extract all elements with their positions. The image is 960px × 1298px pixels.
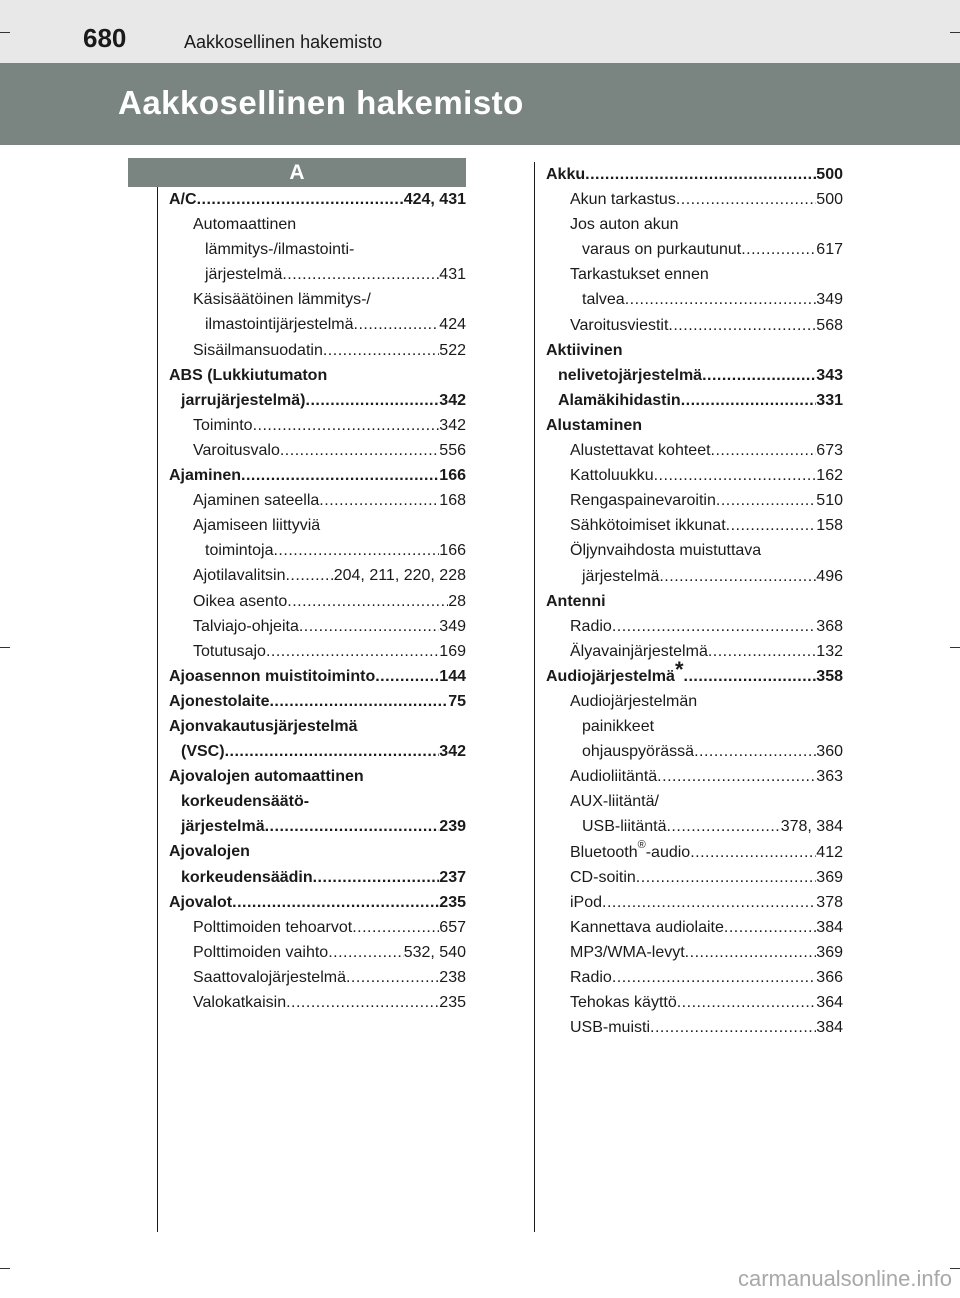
entry-term: Audiojärjestelmän	[570, 692, 698, 710]
index-entry	[169, 538, 466, 563]
index-entry	[169, 614, 466, 639]
index-entry	[169, 287, 466, 312]
index-entry	[546, 262, 843, 287]
entry-term: Bluetooth®-audio	[570, 839, 691, 861]
entry-page-ref: 342	[439, 416, 466, 434]
index-entry	[169, 262, 466, 287]
index-entry	[169, 664, 466, 689]
index-entry	[546, 764, 843, 789]
dot-leader	[716, 488, 816, 513]
crop-mark	[0, 1268, 10, 1269]
entry-term: A/C	[169, 191, 197, 208]
index-column-left	[169, 187, 466, 1015]
index-entry	[169, 639, 466, 664]
entry-page-ref: 342	[439, 743, 466, 761]
dot-leader	[702, 363, 816, 388]
index-entry	[169, 915, 466, 940]
dot-leader	[197, 187, 404, 212]
index-column-right	[546, 162, 843, 1040]
index-entry	[546, 438, 843, 463]
dot-leader	[741, 237, 816, 262]
index-entry	[546, 162, 843, 187]
crop-mark	[0, 647, 10, 648]
entry-term: lämmitys-/ilmastointi-	[205, 241, 355, 259]
dot-leader	[685, 940, 817, 965]
dot-leader	[690, 840, 816, 865]
entry-page-ref: 617	[816, 241, 843, 259]
dot-leader	[726, 513, 817, 538]
entry-term: Jos auton akun	[570, 216, 679, 234]
index-entry	[546, 538, 843, 563]
entry-page-ref: 144	[439, 667, 466, 685]
entry-page-ref: 343	[816, 366, 843, 384]
entry-term: Kattoluukku	[570, 467, 654, 485]
entry-page-ref: 369	[816, 943, 843, 961]
entry-term: jarrujärjestelmä)	[181, 391, 306, 409]
index-entry	[169, 689, 466, 714]
entry-page-ref: 235	[439, 994, 466, 1011]
entry-page-ref: 384	[816, 918, 843, 936]
index-entry	[546, 564, 843, 589]
entry-term: Audiojärjestelmä*	[546, 656, 684, 685]
entry-term: Akun tarkastus	[570, 191, 676, 209]
dot-leader	[711, 438, 817, 463]
entry-term: ilmastointijärjestelmä	[205, 316, 354, 334]
dot-leader	[636, 865, 817, 890]
entry-term: nelivetojärjestelmä	[558, 366, 703, 384]
index-entry	[169, 212, 466, 237]
index-entry	[169, 890, 466, 915]
index-entry	[169, 865, 466, 890]
page-title: Aakkosellinen hakemisto	[118, 84, 524, 121]
index-entry	[169, 940, 466, 965]
section-letter: A	[128, 158, 466, 187]
index-entry	[546, 363, 843, 388]
entry-page-ref: 424	[439, 316, 466, 334]
dot-leader	[654, 463, 817, 488]
dot-leader	[306, 388, 440, 413]
entry-page-ref: 657	[439, 918, 466, 936]
dot-leader	[668, 313, 816, 338]
index-entry	[546, 187, 843, 212]
entry-term: AUX-liitäntä/	[570, 793, 659, 811]
dot-leader	[676, 187, 816, 212]
index-entry	[546, 488, 843, 513]
dot-leader	[232, 890, 439, 915]
index-entry	[546, 388, 843, 413]
entry-page-ref: 238	[439, 968, 466, 986]
entry-page-ref: 168	[439, 492, 466, 510]
entry-page-ref: 204, 211, 220, 228	[333, 567, 466, 585]
index-entry	[169, 839, 466, 864]
entry-page-ref: 368	[816, 617, 843, 635]
entry-term: Saattovalojärjestelmä	[193, 968, 346, 986]
index-entry	[546, 463, 843, 488]
entry-term: painikkeet	[582, 718, 655, 736]
entry-term: Audioliitäntä	[570, 768, 658, 786]
entry-term: CD-soitin	[570, 868, 636, 886]
entry-page-ref: 424, 431	[403, 191, 466, 208]
entry-term: varaus on purkautunut	[582, 241, 742, 259]
dot-leader	[269, 689, 448, 714]
index-entry	[169, 814, 466, 839]
entry-page-ref: 510	[816, 492, 843, 510]
index-entry	[546, 313, 843, 338]
index-entry	[546, 890, 843, 915]
dot-leader	[285, 563, 333, 588]
dot-leader	[694, 739, 816, 764]
entry-term: korkeudensäädin	[181, 868, 313, 886]
entry-term: Ajonestolaite	[169, 692, 270, 710]
running-title: Aakkosellinen hakemisto	[184, 32, 383, 52]
index-entry	[546, 739, 843, 764]
entry-term: Varoitusvalo	[193, 441, 280, 459]
index-entry	[169, 589, 466, 614]
entry-page-ref: 349	[439, 617, 466, 635]
index-entry	[546, 814, 843, 839]
entry-page-ref: 169	[439, 642, 466, 660]
index-entry	[169, 488, 466, 513]
dot-leader	[225, 739, 440, 764]
crop-mark	[950, 32, 960, 33]
entry-term: Ajovalot	[169, 893, 233, 911]
column-rule-left	[157, 187, 158, 1232]
index-entry	[169, 338, 466, 363]
dot-leader	[708, 639, 816, 664]
entry-page-ref: 384	[816, 1019, 843, 1037]
entry-page-ref: 235	[439, 893, 466, 911]
entry-term: Varoitusviestit	[570, 316, 669, 334]
entry-page-ref: 556	[439, 441, 466, 459]
dot-leader	[375, 664, 439, 689]
entry-term: (VSC)	[181, 743, 225, 761]
entry-term: toimintoja	[205, 542, 274, 560]
index-entry	[546, 689, 843, 714]
dot-leader	[657, 764, 816, 789]
entry-term: Rengaspainevaroitin	[570, 492, 716, 510]
entry-page-ref: 500	[816, 166, 843, 183]
index-entry	[546, 714, 843, 739]
entry-page-ref: 28	[448, 592, 466, 610]
dot-leader	[287, 589, 448, 614]
watermark: carmanualsonline.info	[737, 1266, 952, 1291]
index-entry	[546, 237, 843, 262]
index-entry	[169, 237, 466, 262]
entry-page-ref: 166	[439, 542, 466, 560]
entry-page-ref: 349	[816, 291, 843, 309]
index-entry	[169, 388, 466, 413]
entry-term: Antenni	[546, 592, 606, 610]
entry-term: Alamäkihidastin	[558, 391, 681, 409]
entry-term: järjestelmä	[181, 818, 265, 836]
crop-mark	[950, 647, 960, 648]
index-entry	[546, 338, 843, 363]
entry-superscript: *	[674, 656, 684, 682]
entry-page-ref: 342	[439, 391, 466, 409]
entry-term: Ajotilavalitsin	[193, 567, 286, 585]
index-entry	[169, 739, 466, 764]
entry-page-ref: 673	[816, 442, 843, 460]
entry-term: Sähkötoimiset ikkunat	[570, 517, 726, 535]
entry-term: Alustaminen	[546, 416, 643, 434]
entry-term: Ajovalojen automaattinen	[169, 768, 364, 786]
entry-page-ref: 412	[816, 843, 843, 861]
column-rule-right	[534, 162, 535, 1232]
entry-page-ref: 358	[816, 667, 843, 685]
entry-page-ref: 166	[439, 467, 466, 485]
index-entry	[169, 312, 466, 337]
index-entry	[169, 764, 466, 789]
entry-page-ref: 331	[816, 391, 843, 409]
entry-term: talvea	[582, 291, 625, 309]
dot-leader	[684, 664, 817, 689]
entry-page-ref: 568	[816, 316, 843, 334]
index-entry	[546, 990, 843, 1015]
entry-page-ref: 496	[816, 567, 843, 585]
index-entry	[546, 287, 843, 312]
entry-page-ref: 364	[816, 994, 843, 1012]
entry-term: Sisäilmansuodatin	[193, 341, 323, 359]
index-entry	[169, 789, 466, 814]
entry-term: Ajonvakautusjärjestelmä	[169, 717, 358, 735]
entry-page-ref: 378, 384	[780, 818, 843, 836]
dot-leader	[585, 162, 816, 187]
entry-term: MP3/WMA-levyt	[570, 943, 685, 961]
dot-leader	[299, 614, 439, 639]
dot-leader	[602, 890, 816, 915]
dot-leader	[650, 1015, 816, 1040]
dot-leader	[724, 915, 816, 940]
entry-page-ref: 500	[816, 191, 843, 209]
entry-term: Öljynvaihdosta muistuttava	[570, 542, 762, 560]
entry-term: Käsisäätöinen lämmitys-/	[193, 291, 371, 309]
entry-page-ref: 237	[439, 868, 466, 886]
entry-term: Automaattinen	[193, 216, 297, 234]
dot-leader	[354, 312, 440, 337]
index-entry	[546, 915, 843, 940]
dot-leader	[313, 865, 440, 890]
entry-term: Akku	[546, 166, 586, 183]
dot-leader	[612, 965, 816, 990]
index-entry	[546, 656, 843, 689]
dot-leader	[273, 538, 439, 563]
index-entry	[169, 363, 466, 388]
entry-page-ref: 162	[816, 467, 843, 485]
entry-page-ref: 366	[816, 969, 843, 986]
entry-term: Valokatkaisin	[193, 994, 287, 1011]
index-entry	[546, 789, 843, 814]
dot-leader	[681, 388, 817, 413]
index-entry	[169, 714, 466, 739]
index-entry	[546, 212, 843, 237]
entry-page-ref: 532, 540	[403, 943, 466, 961]
dot-leader	[280, 438, 439, 463]
entry-superscript: ®	[637, 839, 646, 852]
dot-leader	[612, 614, 816, 639]
entry-page-ref: 522	[439, 341, 466, 359]
entry-term: Ajaminen sateella	[193, 492, 320, 510]
dot-leader	[352, 915, 439, 940]
entry-term: Alustettavat kohteet	[570, 442, 711, 460]
index-entry	[169, 438, 466, 463]
entry-term: korkeudensäätö-	[181, 793, 310, 811]
entry-term: Polttimoiden vaihto	[193, 943, 329, 961]
entry-term: Älyavainjärjestelmä	[570, 642, 708, 660]
entry-term: Radio	[570, 969, 612, 986]
index-entry	[169, 965, 466, 990]
entry-term: Toiminto	[193, 416, 253, 434]
entry-term: Ajoasennon muistitoiminto	[169, 667, 376, 685]
entry-term: Ajaminen	[169, 467, 242, 485]
index-entry	[546, 413, 843, 438]
index-entry	[169, 990, 466, 1015]
entry-page-ref: 363	[816, 768, 843, 786]
dot-leader	[286, 990, 439, 1015]
entry-term: Aktiivinen	[546, 341, 623, 359]
entry-term: ABS (Lukkiutumaton	[169, 366, 328, 384]
entry-term: Ajamiseen liittyviä	[193, 517, 321, 535]
entry-page-ref: 431	[439, 266, 466, 284]
index-entry	[546, 865, 843, 890]
entry-page-ref: 158	[816, 517, 843, 535]
entry-term: järjestelmä	[205, 266, 283, 284]
dot-leader	[625, 287, 817, 312]
entry-page-ref: 360	[816, 743, 843, 761]
entry-term: järjestelmä	[582, 567, 660, 585]
entry-term: ohjauspyörässä	[582, 743, 695, 761]
index-entry	[546, 1015, 843, 1040]
dot-leader	[666, 814, 780, 839]
index-entry	[169, 463, 466, 488]
index-entry	[169, 563, 466, 588]
dot-leader	[677, 990, 817, 1015]
index-entry	[169, 413, 466, 438]
entry-page-ref: 75	[448, 692, 466, 710]
entry-term: Tarkastukset ennen	[570, 266, 709, 284]
dot-leader	[266, 639, 439, 664]
entry-term: Polttimoiden tehoarvot	[193, 918, 353, 936]
entry-term: USB-muisti	[570, 1019, 651, 1037]
entry-term: Totutusajo	[193, 642, 266, 660]
entry-term: Talviajo-ohjeita	[193, 617, 299, 635]
dot-leader	[265, 814, 440, 839]
entry-page-ref: 378	[816, 893, 843, 911]
dot-leader	[346, 965, 439, 990]
entry-term: iPod	[570, 893, 603, 911]
crop-mark	[0, 32, 10, 33]
dot-leader	[253, 413, 440, 438]
entry-term: USB-liitäntä	[582, 818, 667, 836]
dot-leader	[328, 940, 404, 965]
dot-leader	[241, 463, 439, 488]
entry-page-ref: 132	[816, 642, 843, 660]
dot-leader	[323, 338, 439, 363]
entry-term: Ajovalojen	[169, 843, 250, 861]
index-entry	[546, 940, 843, 965]
page-number: 680	[83, 23, 127, 53]
entry-term: Kannettava audiolaite	[570, 918, 724, 936]
header-bar	[0, 0, 960, 63]
entry-term: Radio	[570, 617, 612, 635]
dot-leader	[319, 488, 439, 513]
dot-leader	[659, 564, 816, 589]
entry-term: Tehokas käyttö	[570, 994, 677, 1012]
entry-page-ref: 369	[816, 868, 843, 886]
index-entry	[546, 513, 843, 538]
index-entry	[169, 513, 466, 538]
index-entry	[546, 965, 843, 990]
index-entry	[169, 187, 466, 212]
index-entry	[546, 589, 843, 614]
index-entry	[546, 639, 843, 664]
entry-page-ref: 239	[439, 818, 466, 836]
index-entry	[546, 614, 843, 639]
index-entry	[546, 840, 843, 865]
dot-leader	[282, 262, 439, 287]
entry-term: Oikea asento	[193, 592, 288, 610]
